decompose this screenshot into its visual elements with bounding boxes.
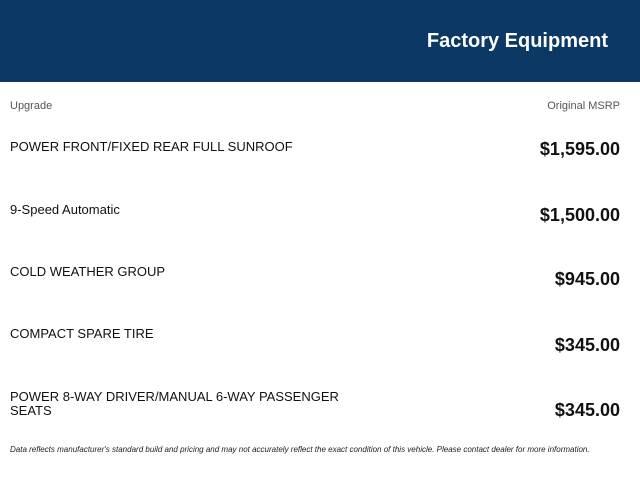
- item-price: $345.00: [554, 335, 620, 355]
- item-name: COMPACT SPARE TIRE: [10, 326, 154, 341]
- column-header-msrp: Original MSRP: [547, 100, 620, 112]
- page-title: Factory Equipment: [426, 30, 608, 52]
- column-header-upgrade: Upgrade: [10, 100, 53, 112]
- item-name: POWER 8-WAY DRIVER/MANUAL 6-WAY PASSENGER SEATS: [10, 389, 339, 418]
- disclaimer-text: Data reflects manufacturer's standard build and pricing and may not accurately reflect the exact condition of this vehicle. Please contact dealer for more information.: [10, 445, 590, 454]
- item-price: $345.00: [554, 400, 620, 420]
- item-price: $945.00: [554, 269, 620, 289]
- item-name: POWER FRONT/FIXED REAR FULL SUNROOF: [10, 139, 293, 154]
- header-banner: [0, 0, 640, 82]
- item-name: 9-Speed Automatic: [10, 202, 120, 217]
- item-price: $1,500.00: [539, 205, 620, 225]
- item-price: $1,595.00: [539, 139, 620, 159]
- item-name: COLD WEATHER GROUP: [10, 264, 166, 279]
